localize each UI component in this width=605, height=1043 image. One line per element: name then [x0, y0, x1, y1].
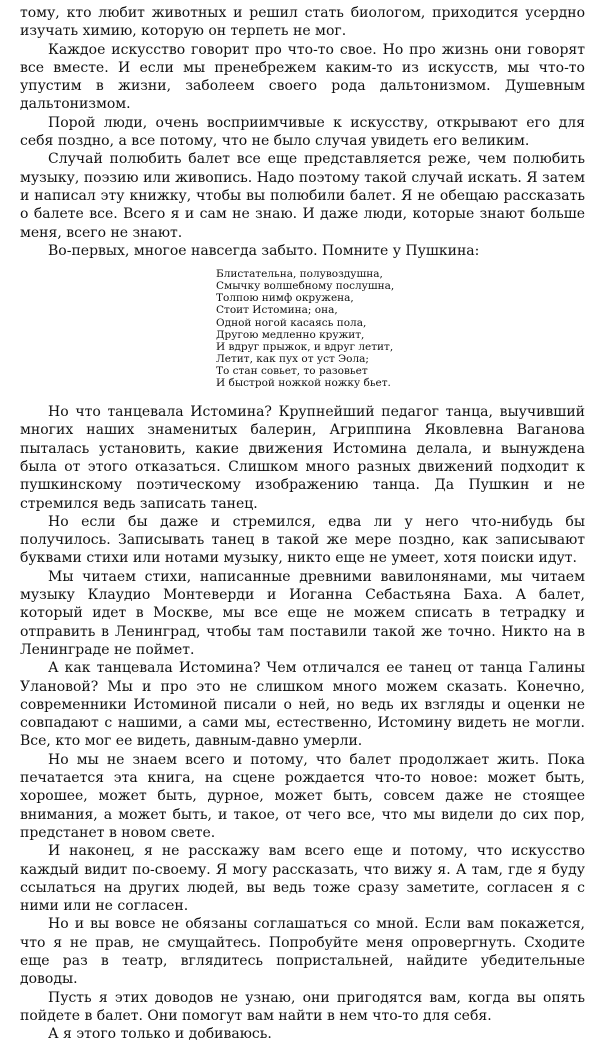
paragraph: Мы читаем стихи, написанные древними вавилонянами, мы читаем музыку Клаудио Монтеверди и Иоганна Себастьяна Баха. А балет, который идет в Москве, мы все еще не можем списать в тетрадку и отправить в Ленинград, чтобы там поставили такой же точно. Никто на в Ленинграде не поймет.: [20, 568, 585, 658]
paragraph: Но если бы даже и стремился, едва ли у него что-нибудь бы получилось. Записывать танец в такой же мере поздно, как записывают буквами стихи или нотами музыку, никто еще не умеет, хотя поиски идут.: [20, 513, 585, 567]
poem-quote: [216, 268, 585, 389]
paragraph: Порой люди, очень восприимчивые к искусству, открывают его для себя поздно, а все потому, что не было случая увидеть его великим.: [20, 114, 585, 150]
paragraph: И наконец, я не расскажу вам всего еще и потому, что искусство каждый видит по-своему. Я могу рассказать, что вижу я. А там, где я буду ссылаться на других людей, вы ведь тоже сразу заметите, согласен я с ними или не согласен.: [20, 843, 585, 915]
paragraph: Но что танцевала Истомина? Крупнейший педагог танца, выучивший многих наших знаменитых балерин, Агриппина Яковлевна Ваганова пыталась установить, какие движения Истомина делала, и вынуждена была от этого отказаться. Слишком много разных движений подходит к пушкинскому поэтическому изображению танца. Да Пушкин и не стремился ведь записать танец.: [20, 404, 585, 512]
paragraph: Каждое искусство говорит про что-то свое. Но про жизнь они говорят все вместе. И если мы пренебрежем каким-то из искусств, мы что-то упустим в жизни, заболеем своего рода дальтонизмом. Душевным дальтонизмом.: [20, 41, 585, 113]
poem-line: Смычку волшебному послушна,: [216, 280, 395, 293]
poem-line: Другою медленно кружит,: [216, 328, 365, 341]
paragraph: А как танцевала Истомина? Чем отличался ее танец от танца Галины Улановой? Мы и про это не слишком много можем сказать. Конечно, современники Истоминой писали о ней, но ведь их взгляды и оценки не совпадают с нашими, а сами мы, естественно, Истомину видеть не могли. Все, кто мог ее видеть, давным-давно умерли.: [20, 660, 585, 750]
poem-line: И быстрой ножкой ножку бьет.: [216, 377, 391, 389]
poem-line: Стоит Истомина; она,: [216, 304, 338, 317]
paragraph: Но мы не знаем всего и потому, что балет продолжает жить. Пока печатается эта книга, на сцене рождается что-то новое: может быть, хорошее, может быть, дурное, может быть, совсем даже не стоящее внимания, а может быть, и такое, от чего все, что мы видели до сих пор, предстанет в новом свете.: [20, 751, 585, 841]
paragraph: Но и вы вовсе не обязаны соглашаться со мной. Если вам покажется, что я не прав, не смущайтесь. Попробуйте меня опровергнуть. Сходите еще раз в театр, вглядитесь попристальней, найдите убедительные доводы.: [20, 916, 585, 988]
poem-line: То стан совьет, то разовьет: [216, 364, 368, 377]
poem-line: Одной ногой касаясь пола,: [216, 316, 367, 329]
paragraph: тому, кто любит животных и решил стать биологом, приходится усердно изучать химию, которую он терпеть не мог.: [20, 5, 585, 40]
paragraph: Во-первых, многое навсегда забыто. Помните у Пушкина:: [48, 242, 480, 259]
poem-line: Толпою нимф окружена,: [216, 292, 354, 305]
poem-line: И вдруг прыжок, и вдруг летит,: [216, 340, 394, 353]
poem-line: Блистательна, полувоздушна,: [216, 268, 383, 281]
paragraph: Случай полюбить балет все еще представляется реже, чем полюбить музыку, поэзию или живопись. Надо поэтому такой случай искать. Я затем и написал эту книжку, чтобы вы полюбили балет. Я не обещаю рассказать о балете все. Всего я и сам не знаю. И даже люди, которые знают больше меня, всего не знают.: [20, 151, 585, 241]
paragraph: А я этого только и добиваюсь.: [48, 1026, 272, 1043]
paragraph: Пусть я этих доводов не узнаю, они пригодятся вам, когда вы опять пойдете в балет. Они помогут вам найти в нем что-то для себя.: [20, 989, 585, 1024]
poem-line: Летит, как пух от уст Эола;: [216, 352, 369, 365]
